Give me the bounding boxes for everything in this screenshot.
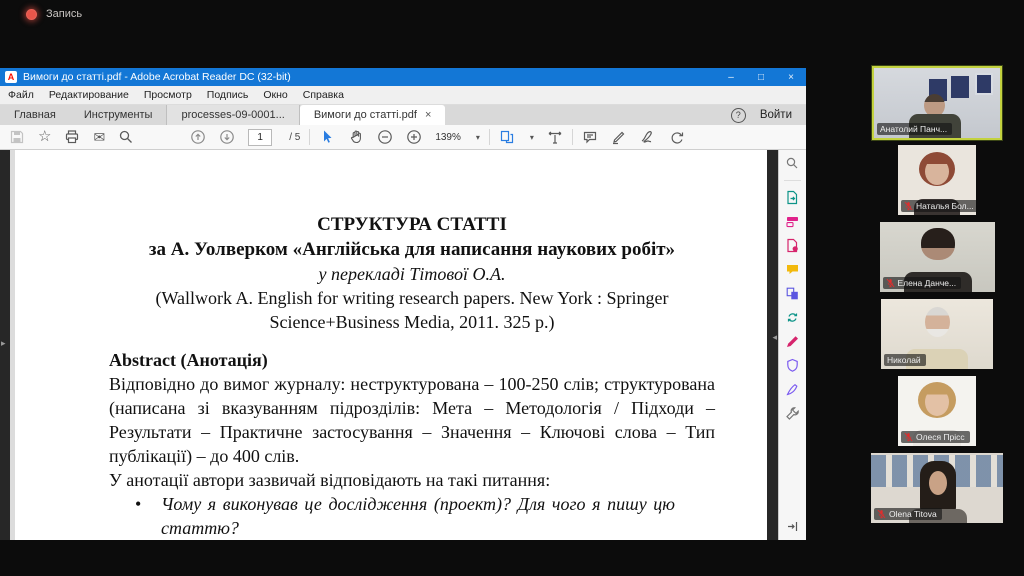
acrobat-app-icon: A bbox=[5, 71, 17, 83]
participants-panel bbox=[850, 66, 1024, 525]
protect-icon[interactable] bbox=[785, 358, 800, 373]
close-button[interactable]: × bbox=[788, 71, 794, 83]
menu-view[interactable]: Просмотр bbox=[143, 89, 192, 101]
muted-mic-icon bbox=[886, 278, 895, 288]
minimize-button[interactable]: – bbox=[728, 71, 734, 83]
open-nav-pane-icon[interactable]: ▸ bbox=[1, 338, 6, 348]
comment-tool-icon[interactable] bbox=[582, 129, 598, 145]
doc-translator: у перекладі Тітової О.А. bbox=[318, 264, 506, 284]
acrobat-window bbox=[0, 68, 806, 540]
muted-mic-icon bbox=[904, 432, 913, 442]
edit-pdf-icon[interactable] bbox=[785, 214, 800, 229]
zoom-in-icon[interactable] bbox=[406, 129, 422, 145]
wall-frames-decor bbox=[975, 73, 993, 95]
doc-citation: (Wallwork A. English for writing research papers. New York : Springer Science+Business Media, 2011. 325 p.) bbox=[155, 288, 669, 332]
page-display-caret-icon[interactable]: ▾ bbox=[529, 132, 534, 142]
page-gutter bbox=[767, 150, 778, 540]
more-tools-icon[interactable] bbox=[785, 406, 800, 421]
page-total-label: / 5 bbox=[289, 131, 301, 143]
tab-close-icon[interactable]: × bbox=[424, 109, 432, 121]
participant-tile-nikolay[interactable] bbox=[850, 297, 1024, 371]
avatar bbox=[925, 158, 949, 185]
avatar bbox=[925, 307, 950, 337]
title-bar bbox=[0, 68, 806, 86]
fit-width-icon[interactable] bbox=[547, 129, 563, 145]
fill-sign-icon[interactable] bbox=[785, 334, 800, 349]
muted-mic-icon bbox=[904, 201, 913, 211]
participant-name: Олеся Прісс bbox=[916, 432, 965, 442]
tab-home[interactable]: Главная bbox=[14, 109, 56, 121]
maximize-button[interactable]: □ bbox=[757, 71, 765, 83]
participant-tile-natalya[interactable] bbox=[850, 143, 1024, 217]
document-area bbox=[0, 150, 806, 540]
help-icon[interactable]: ? bbox=[731, 108, 746, 123]
collapse-tools-panel-icon[interactable]: ◂ bbox=[772, 332, 777, 342]
tools-panel bbox=[778, 150, 806, 540]
sign-in-button[interactable]: Войти bbox=[759, 109, 792, 121]
participant-name: Николай bbox=[887, 355, 921, 365]
menu-window[interactable]: Окно bbox=[263, 89, 288, 101]
menu-edit[interactable]: Редактирование bbox=[48, 89, 129, 101]
menu-sign[interactable]: Подпись bbox=[206, 89, 249, 101]
share-tool-icon[interactable] bbox=[669, 129, 685, 145]
comment-icon[interactable] bbox=[785, 262, 800, 277]
doc-title: СТРУКТУРА СТАТТІ bbox=[317, 214, 507, 235]
participant-name: Наталья Бол... bbox=[916, 201, 974, 211]
export-pdf-icon[interactable] bbox=[785, 190, 800, 205]
recording-indicator[interactable] bbox=[26, 8, 82, 20]
participant-name: Елена Данче... bbox=[897, 278, 957, 288]
tab-tools[interactable]: Инструменты bbox=[83, 109, 153, 121]
next-page-icon[interactable] bbox=[219, 129, 235, 145]
avatar bbox=[925, 388, 949, 416]
certificates-icon[interactable] bbox=[785, 382, 800, 397]
convert-pdf-icon[interactable] bbox=[785, 310, 800, 325]
participant-name: Olena Titova bbox=[889, 509, 937, 519]
search-icon[interactable] bbox=[118, 129, 134, 145]
pdf-text bbox=[109, 212, 715, 540]
highlight-tool-icon[interactable] bbox=[611, 129, 627, 145]
avatar bbox=[921, 228, 955, 260]
doc-paragraph-1: Відповідно до вимог журналу: неструктурована – 100-250 слів; структурована (написана зі вказуванням підрозділів: Мета – Методологія / Підходи – Результати – Практичне застосування – Значення – Ключові слова – Тип публікації) – до 400 слів. bbox=[109, 374, 715, 466]
tab-bar bbox=[0, 105, 806, 125]
sign-tool-icon[interactable] bbox=[640, 129, 656, 145]
email-icon[interactable]: ✉ bbox=[93, 129, 106, 145]
print-icon[interactable] bbox=[64, 129, 80, 145]
save-icon[interactable] bbox=[9, 129, 25, 145]
pdf-page[interactable] bbox=[15, 150, 767, 540]
tab-document-vymohy[interactable]: Вимоги до статті.pdf × bbox=[300, 105, 446, 125]
hand-tool-icon[interactable] bbox=[348, 129, 364, 145]
participant-tile-olena[interactable] bbox=[850, 451, 1024, 525]
combine-files-icon[interactable] bbox=[785, 286, 800, 301]
zoom-out-icon[interactable] bbox=[377, 129, 393, 145]
doc-subtitle: за А. Уолверком «Англійська для написання наукових робіт» bbox=[148, 239, 676, 260]
record-dot-icon bbox=[26, 9, 37, 20]
zoom-caret-icon[interactable]: ▾ bbox=[475, 132, 480, 142]
doc-paragraph-2: У анотації автори зазвичай відповідають на такі питання: bbox=[109, 470, 551, 490]
create-pdf-icon[interactable] bbox=[785, 238, 800, 253]
recording-label: Запись bbox=[46, 8, 83, 20]
page-number-input[interactable]: 1 bbox=[248, 129, 272, 146]
favorites-star-icon[interactable]: ☆ bbox=[38, 128, 52, 145]
participant-tile-elena[interactable] bbox=[850, 220, 1024, 294]
participant-tile-anatoliy[interactable] bbox=[850, 66, 1024, 140]
bullet-marker: • bbox=[135, 494, 142, 514]
tab-document-processes[interactable]: processes-09-0001... bbox=[166, 105, 299, 125]
menu-file[interactable]: Файл bbox=[8, 89, 34, 101]
previous-page-icon[interactable] bbox=[190, 129, 206, 145]
select-tool-icon[interactable] bbox=[319, 129, 335, 145]
muted-mic-icon bbox=[877, 509, 886, 519]
participant-name: Анатолий Панч... bbox=[880, 124, 948, 134]
expand-panel-icon[interactable] bbox=[785, 519, 800, 534]
doc-bullet-item: • Чому я виконував це дослідження (проект)? Для чого я пишу цю статтю? bbox=[135, 494, 675, 538]
toolbar bbox=[0, 125, 806, 150]
page-display-icon[interactable] bbox=[499, 129, 515, 145]
menu-help[interactable]: Справка bbox=[302, 89, 344, 101]
zoom-level-select[interactable]: 139% bbox=[435, 131, 461, 143]
participant-tile-olesya[interactable] bbox=[850, 374, 1024, 448]
window-title: Вимоги до статті.pdf - Adobe Acrobat Reader DC (32-bit) bbox=[23, 71, 291, 83]
doc-abstract-heading: Abstract (Анотація) bbox=[109, 350, 268, 370]
menu-bar bbox=[0, 86, 806, 105]
left-nav-pane-collapsed[interactable] bbox=[0, 150, 10, 540]
search-tools-icon[interactable] bbox=[785, 156, 800, 171]
